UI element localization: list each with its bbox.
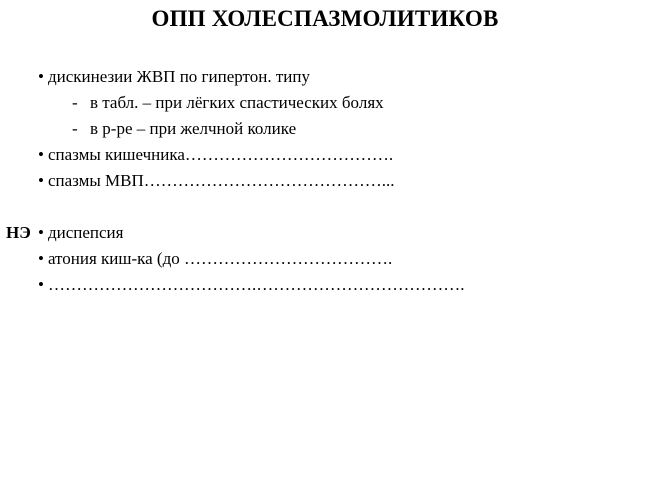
slide-title: ОПП ХОЛЕСПАЗМОЛИТИКОВ <box>151 6 499 31</box>
indication-item-1 <box>38 67 310 87</box>
side-effects-label: НЭ <box>6 223 31 242</box>
bullet: • <box>38 223 44 242</box>
indication-subitem-2 <box>72 119 296 139</box>
side-effect-text: атония киш-ка (до ………………………………. <box>47 249 393 268</box>
bullet: • <box>38 249 44 268</box>
dash: - <box>72 93 78 112</box>
bullet: • <box>38 171 44 190</box>
indication-subtext: в р-ре – при желчной колике <box>90 119 297 138</box>
side-effect-item-2 <box>38 249 392 269</box>
side-effect-item-3 <box>38 275 464 295</box>
indication-item-3 <box>38 171 395 191</box>
indication-item-2 <box>38 145 393 165</box>
bullet: • <box>38 145 44 164</box>
dash: - <box>72 119 78 138</box>
indication-text: дискинезии ЖВП по гипертон. типу <box>47 67 310 86</box>
indication-subtext: в табл. – при лёгких спастических болях <box>90 93 384 112</box>
side-effect-text: ……………………………….………………………………. <box>47 275 465 294</box>
bullet: • <box>38 67 44 86</box>
indication-text: спазмы кишечника………………………………. <box>47 145 394 164</box>
indication-subitem-1 <box>72 93 384 113</box>
bullet: • <box>38 275 44 294</box>
side-effect-item-1 <box>6 223 123 243</box>
side-effect-text: диспепсия <box>47 223 124 242</box>
indication-text: спазмы МВП……………………………………... <box>47 171 395 190</box>
